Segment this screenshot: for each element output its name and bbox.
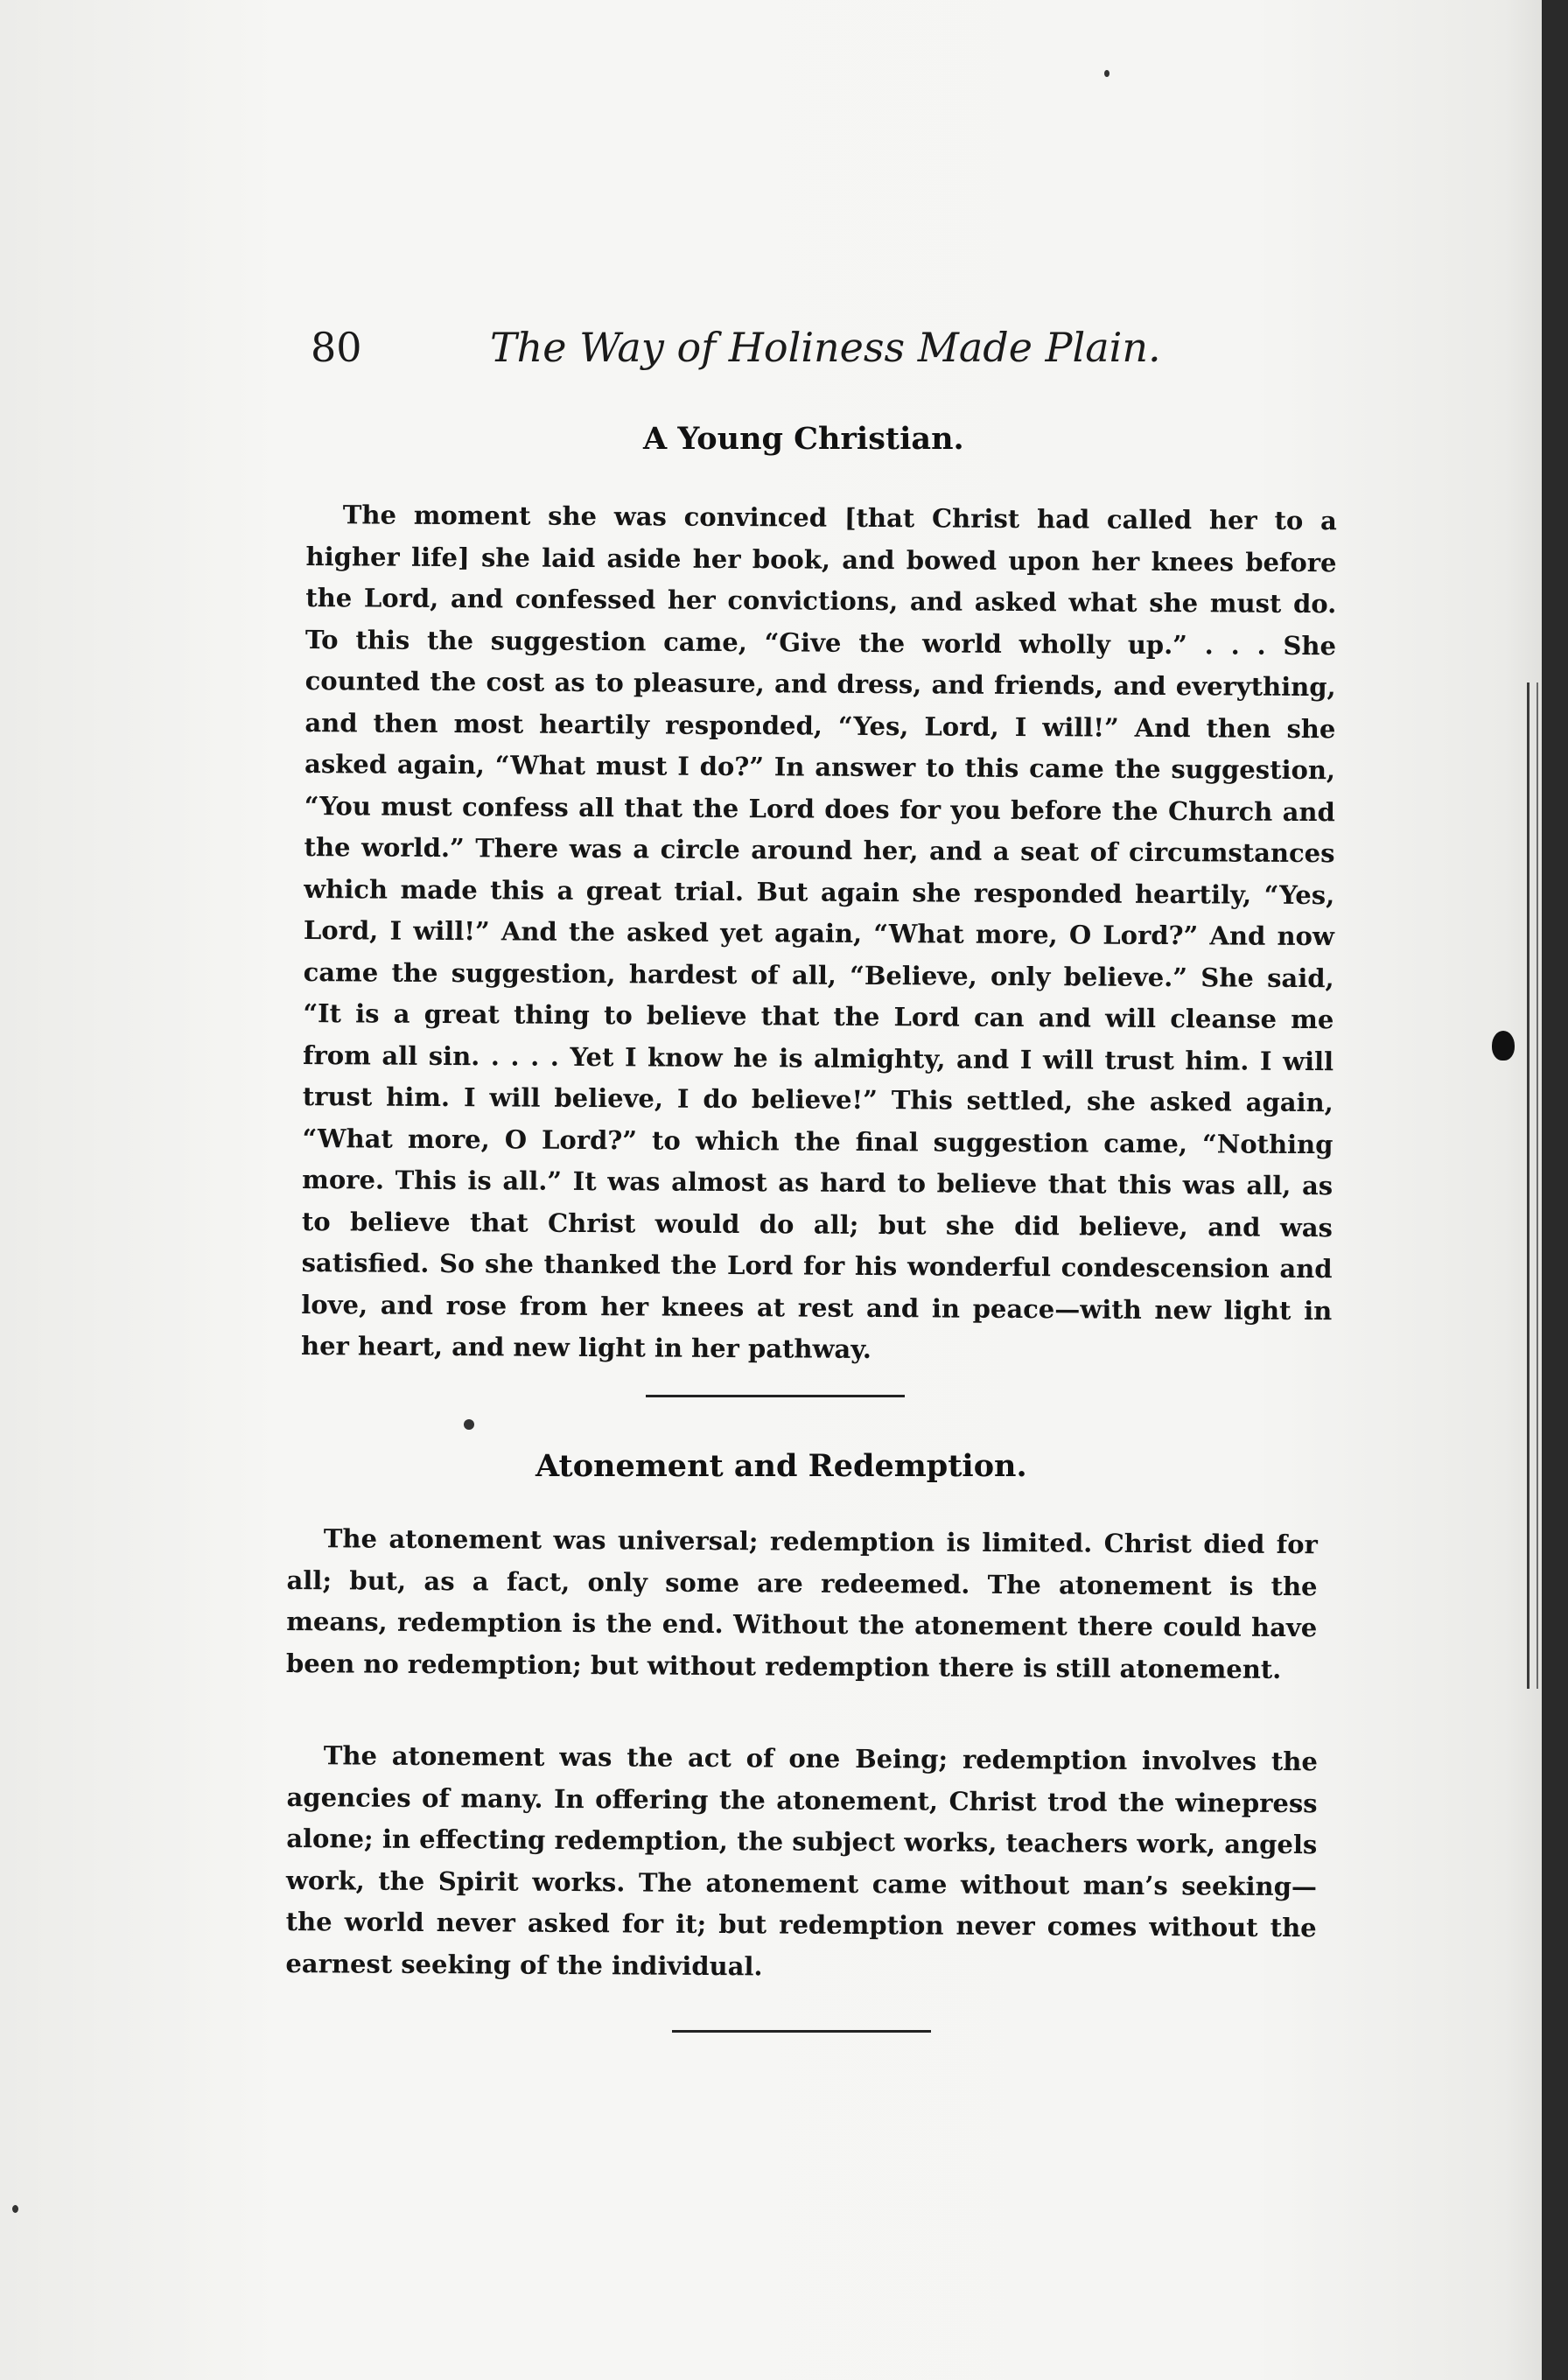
ink-blot bbox=[1492, 1031, 1515, 1060]
running-title: The Way of Holiness Made Plain. bbox=[490, 324, 1161, 371]
paragraph-atonement-2: The atonement was the act of one Being; redemption involves the agencies of many. In offering the atonement, Christ trod the winepress alone; in effecting redemption, the subject works, teachers work, angels work, the Spirit works. The atonement came without man’s seeking—the world never asked for it; but redemption never comes without the earnest seeking of the individual. bbox=[285, 1740, 1318, 1981]
paragraph-atonement-1: The atonement was universal; redemption is limited. Christ died for all; but, as a fact, only some are redeemed. The atonement is the means, redemption is the end. Without the atonement there could have been no redemption; but without redemption there is still atonement. bbox=[285, 1523, 1318, 1684]
section-heading-atonement: Atonement and Redemption. bbox=[536, 1448, 1027, 1484]
paragraph-young-christian: The moment she was convinced [that Christ had called her to a higher life] she laid aside her book, and bowed upon her knees before the Lord, and confessed her convictions, and asked what she must do. To this the suggestion came, “Give the world wholly up.” . . . She counted the cost as to pleasure, and dress, and friends, and everything, and then most heartily responded, “Yes, Lord, I will!” And then she asked again, “What must I do?” In answer to this came the suggestion, “You must confess all that the Lord does for you before the Church and the world.” There was a circle around her, and a seat of circumstances which made this a great trial. But again she responded heartily, “Yes, Lord, I will!” And the asked yet again, “What more, O Lord?” And now came the suggestion, hardest of all, “Believe, only believe.” She said, “It is a great thing to believe that the Lord can and will cleanse me from all sin. . . . . Yet I know he is almighty, and I will trust him. I will trust him. I will believe, I do believe!” This settled, she asked again, “What more, O Lord?” to which the final suggestion came, “Nothing more. This is all.” It was almost as hard to believe that this was all, as to believe that Christ would do all; but she did believe, and was satisfied. So she thanked the Lord for his wonderful condescension and love, and rose from her knees at rest and in peace—with new light in her heart, and new light in her pathway. bbox=[300, 500, 1337, 1364]
page-number: 80 bbox=[311, 324, 362, 371]
ink-speck bbox=[12, 2205, 18, 2213]
section-divider bbox=[646, 1395, 905, 1397]
ink-speck bbox=[464, 1419, 474, 1430]
binding-edge bbox=[1527, 682, 1538, 1689]
page-header bbox=[311, 324, 1186, 394]
page-edge-shadow bbox=[1542, 0, 1568, 2380]
ink-speck bbox=[1104, 70, 1110, 77]
section-heading-young-christian: A Young Christian. bbox=[643, 421, 964, 457]
section-divider bbox=[672, 2030, 931, 2033]
